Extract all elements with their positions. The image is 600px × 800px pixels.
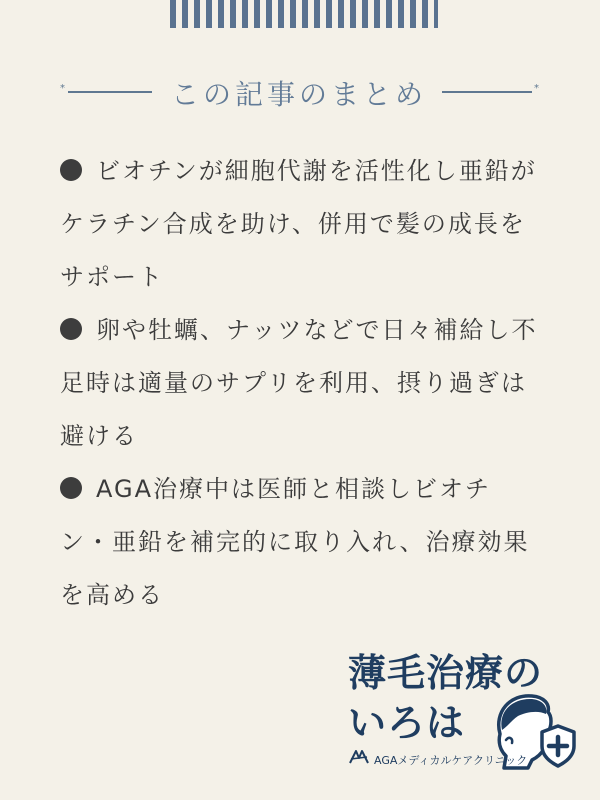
summary-list	[60, 145, 540, 622]
heading-left-star: *	[60, 83, 65, 94]
bullet-icon	[60, 318, 82, 340]
summary-item	[60, 463, 540, 622]
heading-title: この記事のまとめ	[170, 78, 427, 111]
heading-right-rule	[442, 91, 532, 93]
summary-item	[60, 304, 540, 463]
summary-item-text: ビオチンが細胞代謝を活性化し亜鉛がケラチン合成を助け、併用で髪の成長をサポート	[60, 157, 537, 291]
summary-heading	[60, 70, 540, 114]
summary-item-text: 卵や牡蠣、ナッツなどで日々補給し不足時は適量のサプリを利用、摂り過ぎは避ける	[60, 316, 538, 450]
medical-shield-icon	[542, 726, 574, 766]
summary-item	[60, 145, 540, 304]
logo-title-line2: いろは	[348, 701, 466, 745]
clinic-logo-mark	[348, 749, 370, 765]
summary-item-text: AGA治療中は医師と相談しビオチン・亜鉛を補完的に取り入れ、治療効果を高める	[60, 475, 530, 609]
brand-logo	[348, 640, 576, 776]
bullet-icon	[60, 477, 82, 499]
heading-left-rule	[68, 91, 152, 93]
heading-right-star: *	[534, 83, 539, 94]
logo-subtitle: AGAメディカルケアクリニック	[374, 754, 528, 767]
top-stripe-decoration	[170, 0, 438, 28]
bullet-icon	[60, 159, 82, 181]
logo-title-line1: 薄毛治療の	[348, 651, 544, 695]
